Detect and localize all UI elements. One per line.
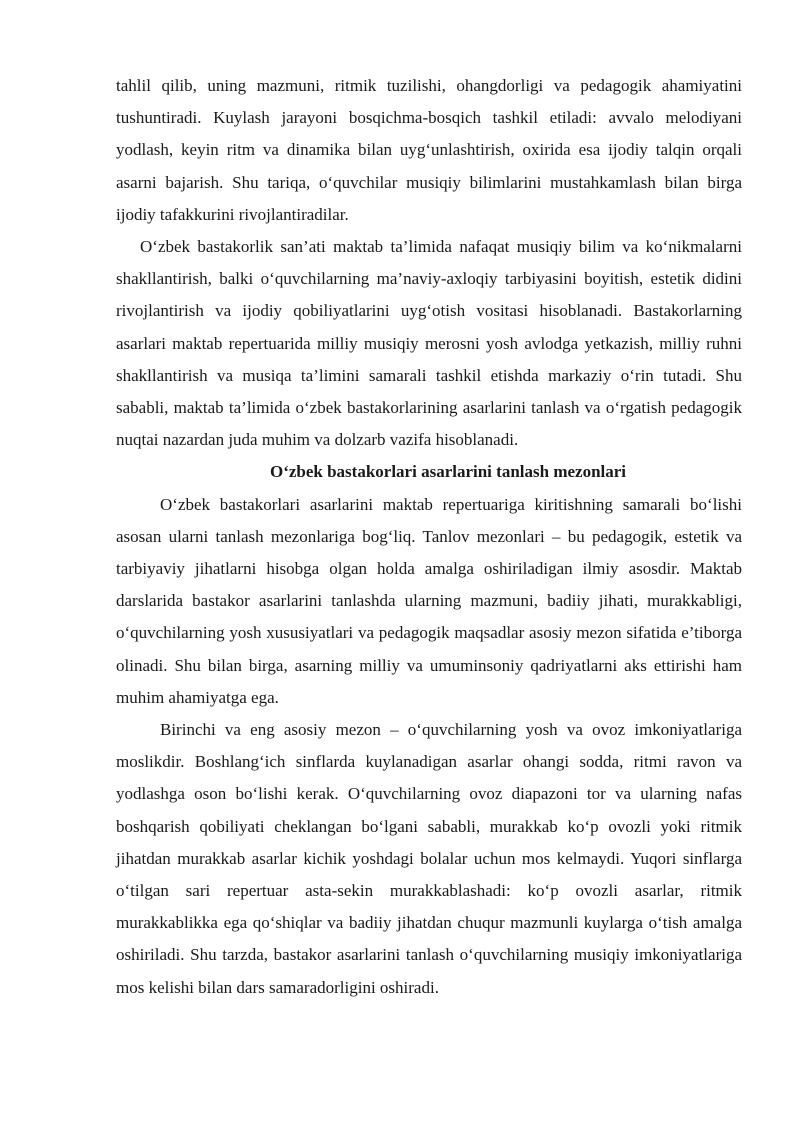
- section-heading: O‘zbek bastakorlari asarlarini tanlash mezonlari: [269, 462, 627, 482]
- document-body: [116, 70, 742, 1004]
- paragraph-bastakorlik: O‘zbek bastakorlik san’ati maktab ta’limida nafaqat musiqiy bilim va ko‘nikmalarni shakllantirish, balki o‘quvchilarning ma’naviy-axloqiy tarbiyasini boyitish, estetik didini rivojlantirish va ijodiy qobiliyatlarini uyg‘otish vositasi hisoblanadi. Bastakorlarning asarlari maktab repertuarida milliy musiqiy merosni yosh avlodga yetkazish, milliy ruhni shakllantirish va musiqa ta’limini samarali tashkil etishda markaziy o‘rin tutadi. Shu sababli, maktab ta’limida o‘zbek bastakorlarining asarlarini tanlash va o‘rgatish pedagogik nuqtai nazardan juda muhim va dolzarb vazifa hisoblanadi.: [116, 237, 742, 450]
- paragraph-continuation: tahlil qilib, uning mazmuni, ritmik tuzilishi, ohangdorligi va pedagogik ahamiyatini tushuntiradi. Kuylash jarayoni bosqichma-bosqich tashkil etiladi: avvalo melodiyani yodlash, keyin ritm va dinamika bilan uyg‘unlashtirish, oxirida esa ijodiy talqin orqali asarni bajarish. Shu tariqa, o‘quvchilar musiqiy bilimlarini mustahkamlash bilan birga ijodiy tafakkurini rivojlantiradilar.: [116, 76, 742, 224]
- paragraph-tanlov-mezonlari: O‘zbek bastakorlari asarlarini maktab repertuariga kiritishning samarali bo‘lishi asosan ularni tanlash mezonlariga bog‘liq. Tanlov mezonlari – bu pedagogik, estetik va tarbiyaviy jihatlarni hisobga olgan holda amalga oshiriladigan ilmiy asosdir. Maktab darslarida bastakor asarlarini tanlashda ularning mazmuni, badiiy jihati, murakkabligi, o‘quvchilarning yosh xususiyatlari va pedagogik maqsadlar asosiy mezon sifatida e’tiborga olinadi. Shu bilan birga, asarning milliy va umuminsoniy qadriyatlarni aks ettirishi ham muhim ahamiyatga ega.: [116, 494, 742, 707]
- paragraph-birinchi-mezon: Birinchi va eng asosiy mezon – o‘quvchilarning yosh va ovoz imkoniyatlariga moslikdir. Boshlang‘ich sinflarda kuylanadigan asarlar ohangi sodda, ritmi ravon va yodlashga oson bo‘lishi kerak. O‘quvchilarning ovoz diapazoni tor va ularning nafas boshqarish qobiliyati cheklangan bo‘lgani sababli, murakkab ko‘p ovozli yoki ritmik jihatdan murakkab asarlar kichik yoshdagi bolalar uchun mos kelmaydi. Yuqori sinflarga o‘tilgan sari repertuar asta-sekin murakkablashadi: ko‘p ovozli asarlar, ritmik murakkablikka ega qo‘shiqlar va badiiy jihatdan chuqur mazmunli kuylarga o‘tish amalga oshiriladi. Shu tarzda, bastakor asarlarini tanlash o‘quvchilarning musiqiy imkoniyatlariga mos kelishi bilan dars samaradorligini oshiradi.: [116, 720, 742, 997]
